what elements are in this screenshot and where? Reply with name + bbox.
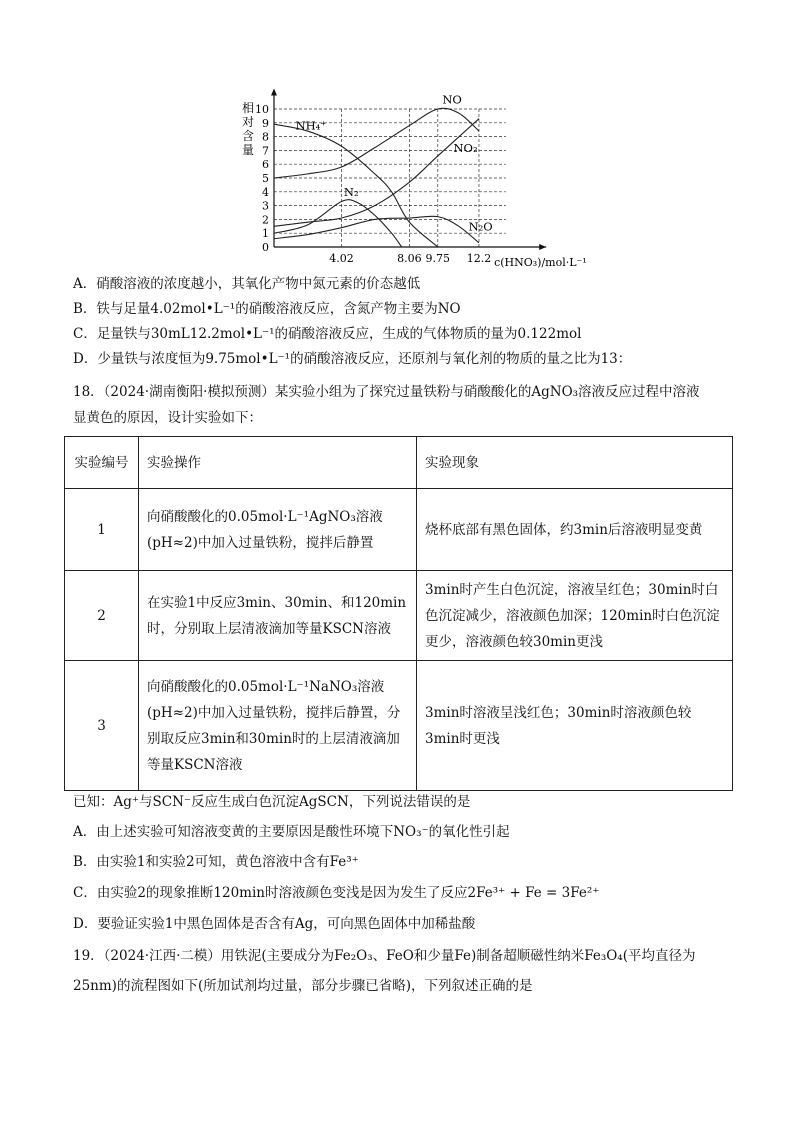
y-tick-label: 5 bbox=[262, 172, 269, 185]
y-tick-label: 1 bbox=[262, 227, 269, 241]
series-line bbox=[274, 200, 402, 247]
series-label: N₂O bbox=[468, 219, 493, 234]
header-num: 实验编号 bbox=[65, 437, 139, 489]
series-line bbox=[274, 119, 479, 227]
y-tick-label: 2 bbox=[262, 213, 269, 227]
q17-option-d: D．少量铁与浓度恒为9.75mol•L⁻¹的硝酸溶液反应，还原剂与氧化剂的物质的量之比为13： bbox=[73, 351, 632, 367]
q18-stem: 18．（2024·湖南衡阳·模拟预测）某实验小组为了探究过量铁粉与硝酸酸化的AgNO₃溶液反应过程中溶液 bbox=[73, 384, 700, 400]
y-tick-label: 4 bbox=[262, 185, 269, 199]
row-obs: 3min时溶液呈浅红色；30min时溶液颜色较3min时更浅 bbox=[417, 661, 733, 791]
series-label: NO₂ bbox=[453, 140, 478, 155]
x-axis-label: c(HNO₃)/mol·L⁻¹ bbox=[494, 256, 587, 269]
series-line bbox=[274, 216, 479, 243]
q17-option-a: A．硝酸溶液的浓度越小，其氧化产物中氮元素的价态越低 bbox=[73, 276, 421, 292]
table-row bbox=[65, 489, 733, 571]
q18-option-b: B．由实验1和实验2可知，黄色溶液中含有Fe³⁺ bbox=[73, 854, 359, 870]
q17-option-b: B．铁与足量4.02mol•L⁻¹的硝酸溶液反应，含氮产物主要为NO bbox=[73, 301, 461, 317]
series-label: N₂ bbox=[343, 184, 359, 199]
concentration-chart bbox=[230, 92, 587, 269]
row-obs: 烧杯底部有黑色固体，约3min后溶液明显变黄 bbox=[417, 489, 733, 571]
row-num: 1 bbox=[65, 489, 139, 571]
row-op: 向硝酸酸化的0.05mol·L⁻¹AgNO₃溶液(pH≈2)中加入过量铁粉，搅拌后静置 bbox=[139, 489, 417, 571]
table-row bbox=[65, 571, 733, 661]
y-tick-label: 9 bbox=[262, 116, 269, 130]
x-tick-label: 8.06 bbox=[397, 252, 422, 265]
header-op: 实验操作 bbox=[139, 437, 417, 489]
table-header-row bbox=[65, 437, 733, 489]
y-tick-label: 0 bbox=[262, 241, 269, 254]
x-tick-label: 4.02 bbox=[329, 252, 354, 265]
experiment-table bbox=[64, 436, 733, 791]
q18-stem-cont: 显黄色的原因，设计实验如下： bbox=[73, 410, 262, 426]
y-axis-label: 相对含量 bbox=[242, 101, 255, 157]
x-axis-arrow bbox=[539, 244, 546, 250]
y-tick-label: 10 bbox=[255, 103, 269, 116]
y-tick-label: 7 bbox=[262, 144, 269, 158]
row-op: 在实验1中反应3min、30min、和120min时，分别取上层清液滴加等量KSCN溶液 bbox=[139, 571, 417, 661]
q18-option-a: A．由上述实验可知溶液变黄的主要原因是酸性环境下NO₃⁻的氧化性引起 bbox=[73, 824, 510, 840]
header-obs: 实验现象 bbox=[417, 437, 733, 489]
chart-axes bbox=[255, 88, 546, 265]
chart-labels bbox=[242, 92, 587, 269]
q17-option-c: C．足量铁与30mL12.2mol•L⁻¹的硝酸溶液反应，生成的气体物质的量为0.122mol bbox=[73, 326, 582, 342]
series-label: NO bbox=[442, 92, 462, 107]
q18-known: 已知：Ag⁺与SCN⁻反应生成白色沉淀AgSCN，下列说法错误的是 bbox=[73, 794, 471, 810]
row-num: 2 bbox=[65, 571, 139, 661]
table-row bbox=[65, 661, 733, 791]
x-tick-label: 9.75 bbox=[425, 252, 451, 265]
q19-stem-cont: 25nm)的流程图如下(所加试剂均过量，部分步骤已省略)，下列叙述正确的是 bbox=[73, 978, 533, 994]
q19-stem: 19．（2024·江西·二模）用铁泥(主要成分为Fe₂O₃、FeO和少量Fe)制备超顺磁性纳米Fe₃O₄(平均直径为 bbox=[73, 948, 696, 964]
row-op: 向硝酸酸化的0.05mol·L⁻¹NaNO₃溶液(pH≈2)中加入过量铁粉，搅拌后静置，分别取反应3min和30min时的上层清液滴加等量KSCN溶液 bbox=[139, 661, 417, 791]
row-num: 3 bbox=[65, 661, 139, 791]
y-tick-label: 8 bbox=[262, 130, 269, 144]
x-tick-label: 12.2 bbox=[466, 252, 492, 265]
row-obs: 3min时产生白色沉淀，溶液呈红色；30min时白色沉淀减少，溶液颜色加深；120min时白色沉淀更少，溶液颜色较30min更浅 bbox=[417, 571, 733, 661]
y-tick-label: 3 bbox=[262, 199, 269, 213]
q18-option-c: C．由实验2的现象推断120min时溶液颜色变浅是因为发生了反应2Fe³⁺ + Fe = 3Fe²⁺ bbox=[73, 885, 600, 901]
q18-option-d: D．要验证实验1中黑色固体是否含有Ag，可向黑色固体中加稀盐酸 bbox=[73, 916, 476, 932]
y-tick-label: 6 bbox=[262, 158, 269, 172]
y-axis-arrow bbox=[271, 88, 277, 95]
series-label: NH₄⁺ bbox=[295, 118, 327, 133]
